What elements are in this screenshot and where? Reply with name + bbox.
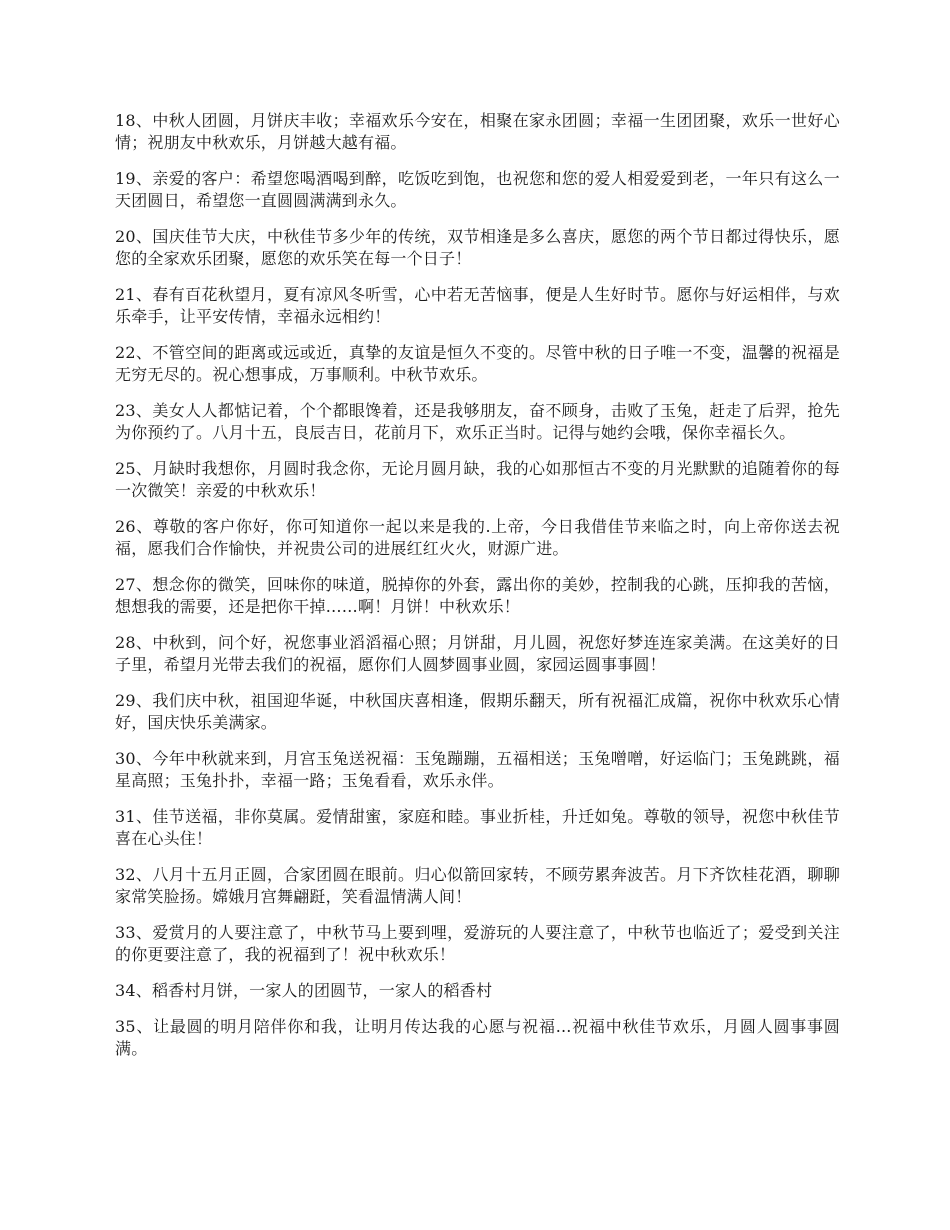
paragraph-35: 35、让最圆的明月陪伴你和我，让明月传达我的心愿与祝福...祝福中秋佳节欢乐，月圆人圆事事圆满。 xyxy=(115,1017,840,1058)
paragraph-34: 34、稻香村月饼，一家人的团圆节，一家人的稻香村 xyxy=(115,981,493,1000)
paragraph-33: 33、爱赏月的人要注意了，中秋节马上要到哩，爱游玩的人要注意了，中秋节也临近了；爱受到关注的你更要注意了，我的祝福到了！祝中秋欢乐！ xyxy=(115,923,840,964)
paragraph-28: 28、中秋到，问个好，祝您事业滔滔福心照；月饼甜，月儿圆，祝您好梦连连家美满。在这美好的日子里，希望月光带去我们的祝福，愿你们人圆梦圆事业圆，家园运圆事事圆！ xyxy=(115,633,840,674)
paragraph-18: 18、中秋人团圆，月饼庆丰收；幸福欢乐今安在，相聚在家永团圆；幸福一生团团聚，欢乐一世好心情；祝朋友中秋欢乐，月饼越大越有福。 xyxy=(115,111,840,152)
paragraph-29: 29、我们庆中秋，祖国迎华诞，中秋国庆喜相逢，假期乐翻天，所有祝福汇成篇，祝你中秋欢乐心情好，国庆快乐美满家。 xyxy=(115,691,840,732)
paragraph-22: 22、不管空间的距离或远或近，真挚的友谊是恒久不变的。尽管中秋的日子唯一不变，温馨的祝福是无穷无尽的。祝心想事成，万事顺利。中秋节欢乐。 xyxy=(115,343,840,384)
document-body xyxy=(115,110,840,1074)
paragraph-32: 32、八月十五月正圆，合家团圆在眼前。归心似箭回家转，不顾劳累奔波苦。月下齐饮桂花酒，聊聊家常笑脸扬。嫦娥月宫舞翩跹，笑看温情满人间！ xyxy=(115,865,840,906)
paragraph-27: 27、想念你的微笑，回味你的味道，脱掉你的外套，露出你的美妙，控制我的心跳，压抑我的苦恼，想想我的需要，还是把你干掉……啊！月饼！中秋欢乐！ xyxy=(115,575,840,616)
paragraph-19: 19、亲爱的客户：希望您喝酒喝到醉，吃饭吃到饱，也祝您和您的爱人相爱爱到老，一年只有这么一天团圆日，希望您一直圆圆满满到永久。 xyxy=(115,169,840,210)
paragraph-26: 26、尊敬的客户你好，你可知道你一起以来是我的.上帝，今日我借佳节来临之时，向上帝你送去祝福，愿我们合作愉快，并祝贵公司的进展红红火火，财源广进。 xyxy=(115,517,840,558)
paragraph-21: 21、春有百花秋望月，夏有凉风冬听雪，心中若无苦恼事，便是人生好时节。愿你与好运相伴，与欢乐牵手，让平安传情，幸福永远相约！ xyxy=(115,285,840,326)
paragraph-30: 30、今年中秋就来到，月宫玉兔送祝福：玉兔蹦蹦，五福相送；玉兔噌噌，好运临门；玉兔跳跳，福星高照；玉兔扑扑，幸福一路；玉兔看看，欢乐永伴。 xyxy=(115,749,840,790)
paragraph-25: 25、月缺时我想你，月圆时我念你，无论月圆月缺，我的心如那恒古不变的月光默默的追随着你的每一次微笑！亲爱的中秋欢乐！ xyxy=(115,459,840,500)
paragraph-23: 23、美女人人都惦记着，个个都眼馋着，还是我够朋友，奋不顾身，击败了玉兔，赶走了后羿，抢先为你预约了。八月十五，良辰吉日，花前月下，欢乐正当时。记得与她约会哦，保你幸福长久。 xyxy=(115,401,840,442)
paragraph-31: 31、佳节送福，非你莫属。爱情甜蜜，家庭和睦。事业折桂，升迁如兔。尊敬的领导，祝您中秋佳节喜在心头住！ xyxy=(115,807,840,848)
paragraph-20: 20、国庆佳节大庆，中秋佳节多少年的传统，双节相逢是多么喜庆，愿您的两个节日都过得快乐，愿您的全家欢乐团聚，愿您的欢乐笑在每一个日子！ xyxy=(115,227,840,268)
